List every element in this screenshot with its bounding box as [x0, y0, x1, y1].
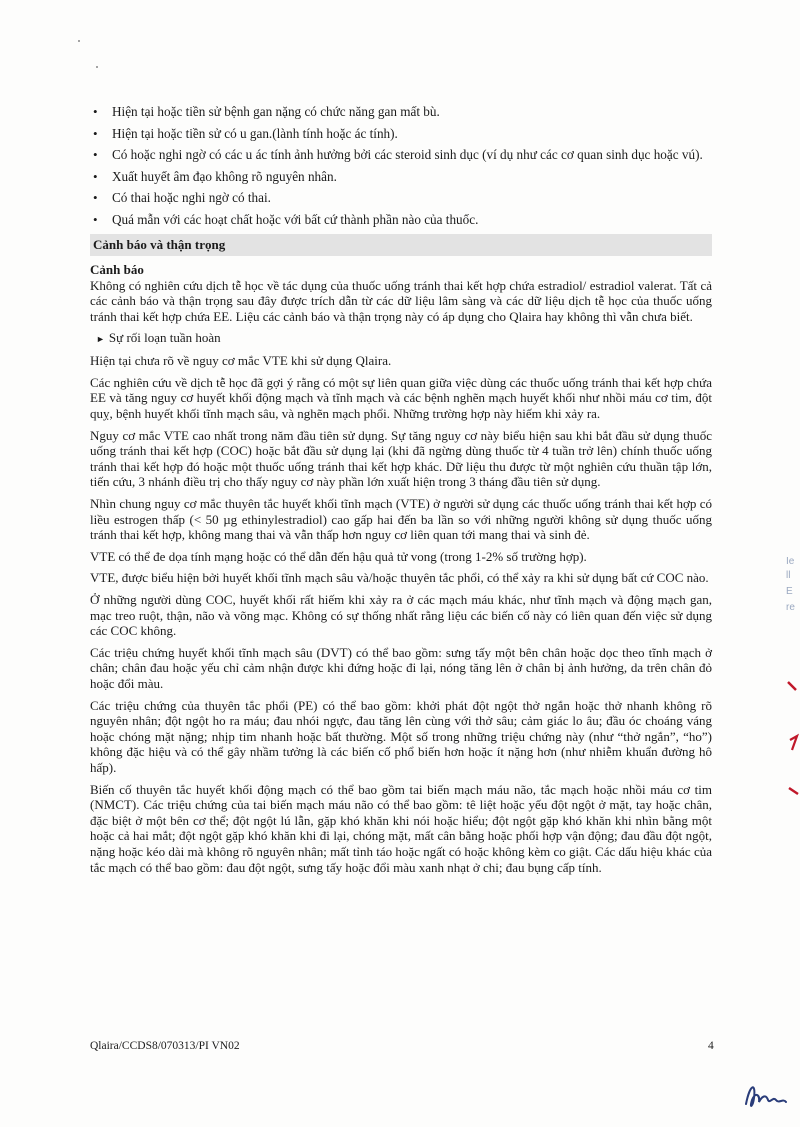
paragraph: Biến cố thuyên tắc huyết khối động mạch có thể bao gồm tai biến mạch máu não, tắc mạch hoặc nhồi máu cơ tim (NMCT). Các triệu chứng của tai biến mạch máu não có thể bao gồm: tê liệt hoặc yếu đột ngột ở mặt, tay hoặc chân, đặc biệt ở một bên cơ thể; đột ngột lú lẫn, gặp khó khăn khi nói hoặc hiểu; đột ngột gặp khó khăn khi nhìn bằng một hoặc cả hai mắt; đột ngột gặp khó khăn khi đi lại, chóng mặt, mất cân bằng hoặc phối hợp vận động; đau đầu đột ngột, nặng hoặc kéo dài mà không rõ nguyên nhân; mất tỉnh táo hoặc ngất có hoặc không kèm co giật. Các dấu hiệu khác của tắc mạch có thể bao gồm: đau đột ngột, sưng tấy hoặc đổi màu xanh nhạt ở chi; đau bụng cấp tính.	[90, 781, 712, 875]
arrow-item	[96, 330, 712, 347]
paragraph: Các triệu chứng của thuyên tắc phổi (PE) có thể bao gồm: khởi phát đột ngột thở ngắn hoặc thở nhanh không rõ nguyên nhân; đột ngột ho ra máu; đau nhói ngực, đau tăng lên cùng với thở sâu; cảm giác lo âu; đầu óc choáng váng hoặc chóng mặt nặng; nhịp tim nhanh hoặc bất thường. Một số trong những triệu chứng này (như “thở ngắn”, “ho”) không đặc hiệu và có thể gây nhầm tưởng là các biến cố phổ biến hơn hoặc ít nặng hơn (như nhiễm khuẩn đường hô hấp).	[90, 697, 712, 775]
paragraph: Nhìn chung nguy cơ mắc thuyên tắc huyết khối tĩnh mạch (VTE) ở người sử dụng các thuốc uống tránh thai kết hợp có liều estrogen thấp (< 50 µg ethinylestradiol) cao gấp hai đến ba lần so với những người không sử dụng thuốc uống tránh thai kết hợp, không mang thai và vẫn thấp hơn nguy cơ liên quan tới mang thai và sinh đẻ.	[90, 496, 712, 543]
page-content	[90, 104, 712, 881]
triangle-right-icon: ►	[96, 334, 105, 345]
list-item: • Hiện tại hoặc tiền sử có u gan.(lành tính hoặc ác tính).	[90, 126, 712, 142]
contraindication-list	[90, 104, 712, 228]
edge-fragment: re	[786, 602, 795, 613]
edge-fragment: Ie	[786, 556, 795, 567]
section-heading: Cảnh báo và thận trọng	[90, 234, 712, 256]
paragraph: Hiện tại chưa rõ về nguy cơ mắc VTE khi sử dụng Qlaira.	[90, 353, 392, 369]
list-item: • Xuất huyết âm đạo không rõ nguyên nhân.	[90, 169, 712, 185]
scan-speck	[96, 66, 98, 68]
paragraph: Các nghiên cứu về dịch tễ học đã gợi ý rằng có một sự liên quan giữa việc dùng các thuốc uống tránh thai kết hợp chứa EE và tăng nguy cơ huyết khối động mạch và tĩnh mạch và các bệnh nghẽn mạch huyết khối như nhồi máu cơ tim, đột quỵ, bệnh huyết khối tĩnh mạch sâu, và nghẽn mạch phổi. Những trường hợp này hiếm khi xảy ra.	[90, 374, 712, 422]
paragraph: VTE, được biểu hiện bởi huyết khối tĩnh mạch sâu và/hoặc thuyên tắc phổi, có thể xảy ra khi sử dụng bất cứ COC nào.	[90, 570, 709, 586]
red-ink-mark	[784, 670, 800, 810]
footer-doc-code: Qlaira/CCDS8/070313/PI VN02	[90, 1040, 240, 1052]
list-item: • Hiện tại hoặc tiền sử bệnh gan nặng có chức năng gan mất bù.	[90, 104, 712, 120]
edge-fragment: E	[786, 586, 793, 597]
page-number: 4	[708, 1040, 714, 1052]
list-item: • Quá mẫn với các hoạt chất hoặc với bất cứ thành phần nào của thuốc.	[90, 212, 712, 228]
scan-speck	[78, 40, 80, 42]
paragraph: Nguy cơ mắc VTE cao nhất trong năm đầu tiên sử dụng. Sự tăng nguy cơ này biểu hiện sau khi bắt đầu sử dụng thuốc uống tránh thai kết hợp (COC) hoặc bắt đầu sử dụng lại (khi đã ngừng dùng thuốc từ 4 tuần trở lên) chính thuốc uống tránh thai kết hợp đó hoặc một thuốc uống tránh thai kết hợp khác. Dữ liệu thu được từ một nghiên cứu thuần tập lớn, tiến cứu, 3 nhánh điều trị cho thấy nguy cơ này phần lớn xuất hiện trong 3 tháng đầu tiên sử dụng.	[90, 427, 712, 490]
intro-paragraph: Không có nghiên cứu dịch tễ học về tác dụng của thuốc uống tránh thai kết hợp chứa estradiol/ estradiol valerat. Tất cả các cảnh báo và thận trọng sau đây được trích dẫn từ các dữ liệu lâm sàng và các dữ liệu dịch tễ học của thuốc uống tránh thai kết hợp chứa EE. Liệu các cảnh báo và thận trọng này có áp dụng cho Qlaira hay không thì vẫn chưa biết.	[90, 277, 712, 324]
paragraph: VTE có thể đe dọa tính mạng hoặc có thể dẫn đến hậu quả tử vong (trong 1-2% số trường hợp).	[90, 548, 587, 564]
sub-heading: Cảnh báo	[90, 261, 144, 277]
list-item: • Có hoặc nghi ngờ có các u ác tính ảnh hưởng bởi các steroid sinh dục (ví dụ như các cơ quan sinh dục hoặc vú).	[90, 147, 712, 163]
paragraph: Ở những người dùng COC, huyết khối rất hiếm khi xảy ra ở các mạch máu khác, như tĩnh mạch và động mạch gan, mạc treo ruột, thận, não và võng mạc. Không có sự thống nhất rằng liệu các biến cố này có liên quan đến việc sử dụng các COC không.	[90, 592, 712, 639]
arrow-item-label: Sự rối loạn tuần hoàn	[108, 330, 221, 346]
paragraph: Các triệu chứng huyết khối tĩnh mạch sâu (DVT) có thể bao gồm: sưng tấy một bên chân hoặc dọc theo tĩnh mạch ở chân; chân đau hoặc yếu chỉ cảm nhận được khi đứng hoặc đi lại, nóng tăng lên ở chân bị ảnh hưởng, da trên chân đỏ hoặc đổi màu.	[90, 644, 712, 691]
edge-fragment: ll	[786, 570, 791, 581]
signature-mark	[740, 1078, 790, 1114]
list-item: • Có thai hoặc nghi ngờ có thai.	[90, 190, 712, 206]
